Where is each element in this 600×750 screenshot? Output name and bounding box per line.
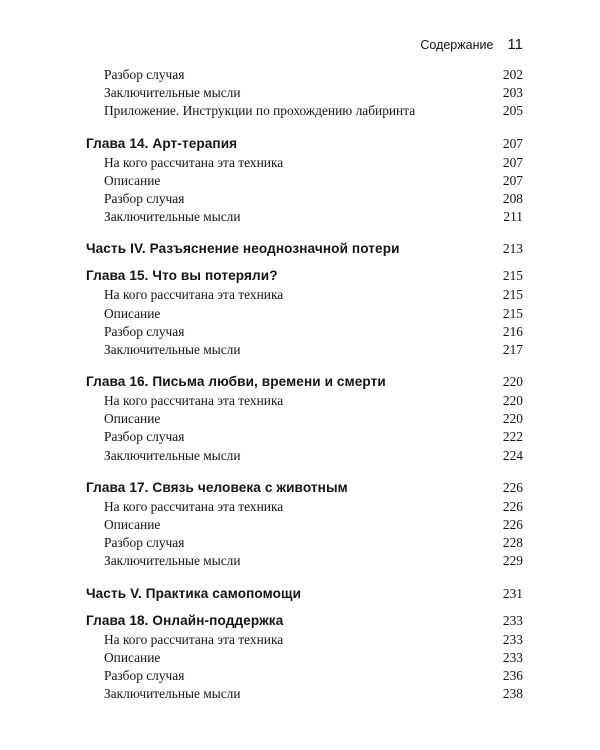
toc-entry: [0, 305, 600, 323]
toc-entry: [0, 190, 600, 208]
chapter-heading-page: 220: [502, 374, 523, 390]
toc-entry-label: Заключительные мысли: [104, 85, 241, 101]
toc-entry-page: 222: [502, 429, 523, 445]
toc-entry-page: 220: [502, 393, 523, 409]
toc-entry: [0, 154, 600, 172]
chapter-heading-label: Глава 14. Арт-терапия: [86, 135, 238, 151]
toc-entry-label: На кого рассчитана эта техника: [104, 631, 284, 647]
toc-entry-page: 217: [502, 341, 523, 357]
toc-entry-label: Заключительные мысли: [104, 209, 241, 225]
toc-entry-label: Описание: [104, 305, 161, 321]
toc-entry-label: На кого рассчитана эта техника: [104, 393, 284, 409]
chapter-heading-page: 207: [502, 135, 523, 151]
chapter-heading-page: 215: [502, 268, 523, 284]
chapter-heading: [0, 133, 600, 154]
toc-entry-label: На кого рассчитана эта техника: [104, 287, 284, 303]
toc-entry-label: Разбор случая: [104, 67, 185, 82]
toc-entry-page: 207: [502, 172, 523, 188]
toc-entry: [0, 552, 600, 570]
toc-entry-page: 205: [502, 103, 523, 119]
toc-entry: [0, 208, 600, 226]
toc-entry-page: 233: [502, 649, 523, 665]
toc-entry-label: Разбор случая: [104, 190, 185, 206]
toc-entry-page: 238: [502, 686, 523, 702]
toc-entry-label: Заключительные мысли: [104, 341, 241, 357]
toc-entry: [0, 392, 600, 410]
toc-entry-page: 224: [502, 447, 523, 463]
chapter-heading-page: 226: [502, 479, 523, 495]
toc-entry: [0, 447, 600, 465]
running-head: [420, 36, 523, 53]
toc-entry-label: Приложение. Инструкции по прохождению лабиринта: [104, 103, 416, 119]
toc-entry-page: 202: [502, 67, 523, 82]
toc-entry: [0, 172, 600, 190]
toc-entry-label: Описание: [104, 411, 161, 427]
toc-entry-label: Разбор случая: [104, 667, 185, 683]
toc-entry-page: 226: [502, 498, 523, 514]
toc-entry: [0, 286, 600, 304]
toc-entry: [0, 667, 600, 685]
toc-entry-label: Описание: [104, 517, 161, 532]
toc-entry-label: Разбор случая: [104, 429, 185, 445]
part-heading-label: Часть V. Практика самопомощи: [86, 585, 302, 601]
toc-entry-label: Разбор случая: [104, 535, 185, 551]
toc-entry-page: 228: [502, 535, 523, 551]
part-heading-page: 213: [502, 241, 523, 257]
chapter-heading-label: Глава 16. Письма любви, времени и смерти: [86, 374, 386, 390]
part-heading-label: Часть IV. Разъяснение неоднозначной потери: [86, 241, 400, 257]
table-of-contents: [0, 66, 600, 703]
toc-entry: [0, 498, 600, 516]
toc-entry-label: На кого рассчитана эта техника: [104, 154, 284, 170]
toc-entry-page: 233: [502, 631, 523, 647]
chapter-heading: [0, 477, 600, 498]
toc-entry: [0, 323, 600, 341]
toc-entry-label: Описание: [104, 172, 161, 188]
toc-entry-page: 236: [502, 667, 523, 683]
page-number: 11: [507, 36, 523, 53]
toc-entry-page: 203: [502, 85, 523, 101]
toc-entry-label: На кого рассчитана эта техника: [104, 498, 284, 514]
toc-entry-page: 215: [502, 305, 523, 321]
part-heading-page: 231: [502, 585, 523, 601]
toc-entry-page: 220: [502, 411, 523, 427]
chapter-heading-label: Глава 17. Связь человека с животным: [86, 479, 348, 495]
toc-entry-label: Заключительные мысли: [104, 447, 241, 463]
chapter-heading-label: Глава 15. Что вы потеряли?: [86, 268, 278, 284]
toc-entry: [0, 631, 600, 649]
toc-entry: [0, 102, 600, 120]
toc-entry-label: Заключительные мысли: [104, 553, 241, 569]
toc-entry-page: 216: [502, 323, 523, 339]
toc-entry-label: Разбор случая: [104, 323, 185, 339]
running-head-title: Содержание: [420, 38, 494, 52]
chapter-heading: [0, 265, 600, 286]
toc-entry-label: Заключительные мысли: [104, 686, 241, 702]
part-heading: [0, 583, 600, 604]
toc-entry: [0, 685, 600, 703]
toc-entry-page: 207: [502, 154, 523, 170]
toc-entry-page: 226: [502, 517, 523, 532]
chapter-heading: [0, 371, 600, 392]
chapter-heading: [0, 610, 600, 631]
toc-entry-page: 215: [502, 287, 523, 303]
toc-entry-label: Описание: [104, 649, 161, 665]
toc-entry-page: 211: [503, 209, 523, 225]
toc-entry-page: 208: [502, 190, 523, 206]
toc-entry: [0, 534, 600, 552]
part-heading: [0, 238, 600, 259]
toc-entry: [0, 649, 600, 667]
chapter-heading-page: 233: [502, 612, 523, 628]
toc-entry: [0, 410, 600, 428]
toc-entry: [0, 516, 600, 534]
toc-entry: [0, 341, 600, 359]
toc-entry: [0, 84, 600, 102]
toc-entry-page: 229: [502, 553, 523, 569]
toc-entry: [0, 66, 600, 84]
chapter-heading-label: Глава 18. Онлайн-поддержка: [86, 612, 284, 628]
toc-entry: [0, 428, 600, 446]
